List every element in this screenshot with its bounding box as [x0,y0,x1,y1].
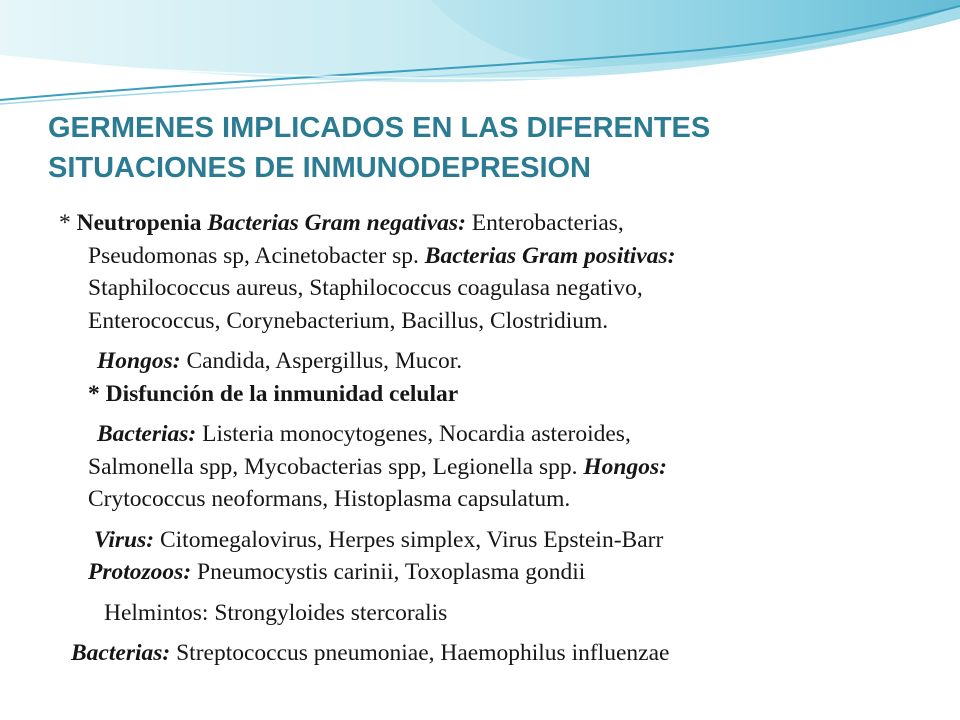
neutropenia-heading: Neutropenia [76,210,202,236]
spacer [0,629,960,637]
spacer [0,337,960,345]
gram-negative-label: Bacterias Gram negativas: [207,210,466,236]
humoral-bacterias-label: Bacterias: [71,640,171,666]
celular-bacterias-label: Bacterias: [97,421,197,447]
virus-label: Virus: [94,526,155,553]
title-line-2: SITUACIONES DE INMUNODEPRESION [48,152,591,184]
neutropenia-hongos-paragraph [0,345,960,410]
neutropenia-hongos-line [97,348,462,374]
celular-bacterias-line-1 [97,421,631,447]
virus-text: Citomegalovirus, Herpes simplex, Virus Epstein-Barr [154,526,664,553]
protozoos-label: Protozoos: [88,559,192,585]
neutropenia-first-line [59,210,624,236]
humoral-bacterias-text: Streptococcus pneumoniae, Haemophilus influenzae [170,640,670,666]
celular-bacterias-line-2 [88,454,667,480]
gram-positive-label: Bacterias Gram positivas: [424,242,676,269]
neutropenia-line-2 [88,243,675,269]
virus-line [94,527,663,553]
spacer [0,410,960,418]
title-line-1: GERMENES IMPLICADOS EN LAS DIFERENTES [48,112,711,144]
neutropenia-hongos-text: Candida, Aspergillus, Mucor. [180,348,463,374]
celular-bacterias-paragraph [0,418,960,516]
slide-title [48,108,928,188]
gram-positive-text-2: Enterococcus, Corynebacterium, Bacillus, Clostridium. [88,307,609,334]
gram-positive-text-1: Staphilococcus aureus, Staphilococcus coagulasa negativo, [88,275,643,301]
decorative-wave-header [0,0,960,110]
protozoos-line [88,559,585,585]
slide-body [0,207,960,670]
celular-hongos-label: Hongos: [583,453,667,480]
celular-bacterias-text-1: Listeria monocytogenes, Nocardia asteroides, [196,421,631,447]
gram-negative-text-1: Enterobacterias, [465,210,624,236]
helmintos-text: Helmintos: Strongyloides stercoralis [104,599,448,626]
celular-bacterias-text-2: Salmonella spp, Mycobacterias spp, Legionella spp. [88,453,584,480]
humoral-paragraph [0,637,960,670]
protozoos-text: Pneumocystis carinii, Toxoplasma gondii [191,559,586,585]
celular-hongos-text: Crytococcus neoformans, Histoplasma capsulatum. [88,486,571,512]
neutropenia-bullet: * [59,210,77,236]
neutropenia-hongos-label: Hongos: [97,348,181,374]
celular-heading: * Disfunción de la inmunidad celular [88,380,459,407]
helmintos-paragraph [0,597,960,630]
neutropenia-paragraph [0,207,960,337]
spacer [0,516,960,524]
spacer [0,589,960,597]
humoral-line [71,640,669,666]
gram-negative-text-2: Pseudomonas sp, Acinetobacter sp. [88,242,425,269]
virus-protozoos-paragraph [0,524,960,589]
